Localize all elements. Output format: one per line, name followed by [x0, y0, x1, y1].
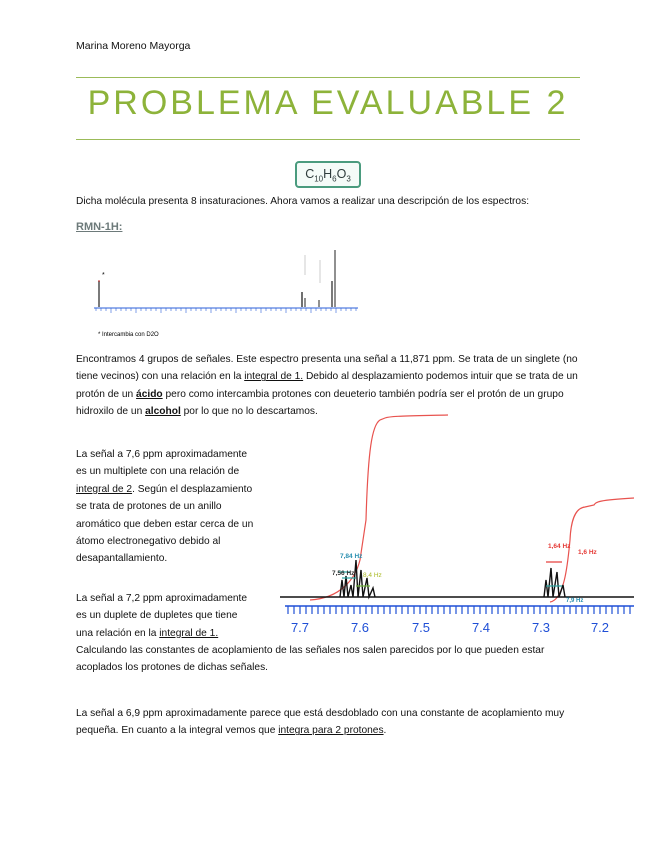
para1-integral: integral de 1.	[244, 371, 304, 383]
para2-text-b: . Según el desplazamiento se trata de protones de un anillo aromático que deben estar cerca de un átomo electronegativo debido al desapantallamiento.	[76, 483, 254, 565]
paragraph-doublet	[76, 590, 254, 642]
coupling-label-1: 7,84 Hz	[340, 553, 363, 560]
para3-text-a: La señal a 7,2 ppm aproximadamente es un duplete de dupletes que tiene una relación en la	[76, 593, 248, 639]
paragraph-multiplet	[76, 446, 254, 568]
ppm-tick-label: 7.6	[350, 620, 370, 635]
paragraph-doublet-cont	[76, 642, 586, 677]
spectrum-star-label: *	[102, 272, 105, 279]
coupling-label-4: 1,64 Hz	[548, 543, 571, 550]
ppm-tick-label: 7.2	[590, 620, 610, 635]
para3-integral: integral de 1.	[159, 627, 219, 639]
para1-text-a: Encontramos 4 grupos de señales. Este espectro presenta una señal a 11,871 ppm. Se trata de un singlete (no tiene vecinos) con una relación en la	[76, 354, 578, 383]
ppm-tick-label: 7.4	[471, 620, 491, 635]
para1-text-c: pero como intercambia protones con deueterio también podría ser el protón de un grupo hidroxilo de un	[76, 388, 564, 418]
coupling-label-5: 1,6 Hz	[578, 549, 597, 556]
para4-integral: integra para 2 protones	[278, 725, 384, 737]
para2-integral: integral de 2	[76, 483, 133, 495]
para3-text-b: Calculando las constantes de acoplamiento de las señales nos salen parecidos por lo que pueden estar acoplados los protones de dichas señales.	[76, 645, 545, 674]
paragraph-6-9ppm	[76, 705, 586, 740]
ppm-tick-label: 7.7	[290, 620, 310, 635]
page-title: PROBLEMA EVALUABLE 2	[87, 84, 569, 122]
title-bottom-rule	[76, 139, 580, 140]
coupling-label-3: 8,4 Hz	[363, 572, 382, 579]
intro-text: Dicha molécula presenta 8 insaturaciones. Ahora vamos a realizar una descripción de los espectros:	[76, 196, 530, 207]
para1-acid: ácido	[136, 388, 163, 400]
ppm-axis-ticks	[288, 606, 630, 614]
molecular-formula: $C_{10}H_6O_3$	[295, 161, 361, 188]
zoomed-nmr-spectrum	[280, 410, 640, 642]
para1-text-d: por lo que no lo descartamos.	[180, 406, 318, 418]
section-heading-rmn: RMN-1H:	[76, 221, 123, 233]
author-name: Marina Moreno Mayorga	[76, 40, 191, 52]
para4-text-a: La señal a 6,9 ppm aproximadamente parece que está desdoblado con una constante de acoplamiento muy pequeña. En cuanto a la integral vemos que	[76, 708, 565, 737]
title-top-rule	[76, 77, 580, 78]
ppm-tick-label: 7.3	[531, 620, 551, 635]
para4-text-b: .	[383, 725, 387, 737]
coupling-label-2: 7,56 Hz	[332, 570, 355, 577]
ppm-tick-label: 7.5	[411, 620, 431, 635]
full-nmr-spectrum	[86, 245, 366, 345]
coupling-label-6: 7,9 Hz	[566, 598, 584, 604]
para1-alcohol: alcohol	[145, 406, 181, 418]
spectrum-axis-ticks	[96, 308, 356, 313]
spectrum-footnote: * Intercambia con D2O	[98, 332, 159, 338]
dd-7-2	[544, 568, 565, 597]
para2-text-a: La señal a 7,6 ppm aproximadamente es un multiplete con una relación de	[76, 449, 248, 478]
para1-text-b: Debido al desplazamiento podemos intuir que se trata de un protón de un	[76, 371, 578, 400]
